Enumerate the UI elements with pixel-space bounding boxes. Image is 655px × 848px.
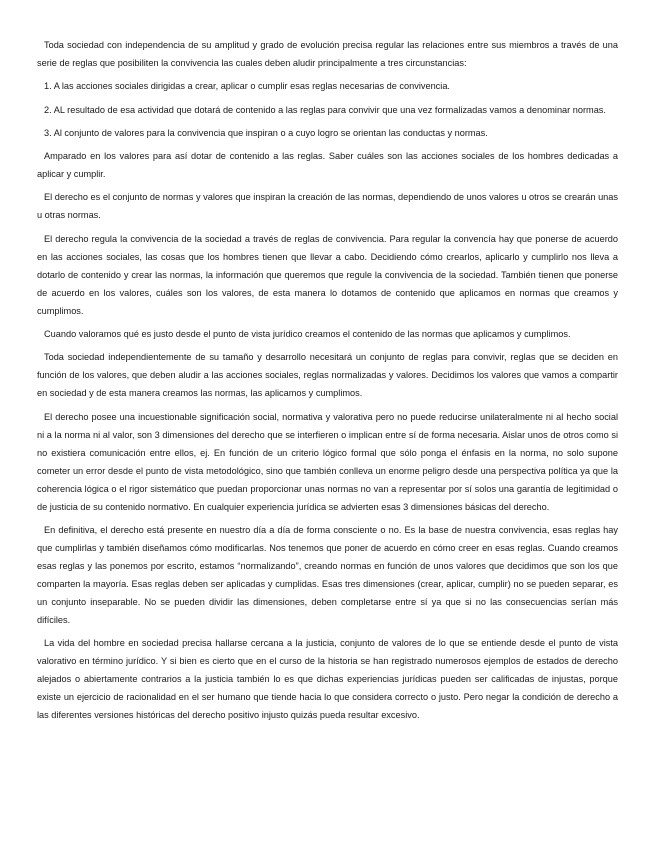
paragraph-toda-sociedad: Toda sociedad independientemente de su tamaño y desarrollo necesitará un conjunto de reglas para convivir, reglas que se deciden en función de los valores, que deben aludir a las acciones sociales, reglas normalizadas y valores. Decidimos los valores que vamos a compartir en sociedad y de esta manera creamos las normas, las aplicamos y cumplimos. (37, 352, 618, 399)
paragraph-vida-del-hombre: La vida del hombre en sociedad precisa hallarse cercana a la justicia, conjunto de valores de lo que se entiende desde el punto de vista valorativo en término jurídico. Y si bien es cierto que en el curso de la historia se han registrado numerosos ejemplos de estados de derecho alejados o abiertamente contrarios a la justicia también lo es que dichas experiencias jurídicas pueden ser calificadas de injustas, porque existe un ejercicio de racionalidad en el ser humano que tiende hacia lo que considera correcto o justo. Pero negar la condición de derecho a las diferentes versiones históricas del derecho positivo injusto quizás pueda resultar excesivo. (37, 638, 618, 721)
paragraph-cuando-valoramos: Cuando valoramos qué es justo desde el punto de vista jurídico creamos el contenido de las normas que aplicamos y cumplimos. (44, 329, 571, 340)
document-page (37, 36, 618, 730)
paragraph-intro: Toda sociedad con independencia de su amplitud y grado de evolución precisa regular las relaciones entre sus miembros a través de una serie de reglas que posibiliten la convivencia las cuales deben aludir principalmente a tres circunstancias: (37, 40, 618, 68)
paragraph-en-definitiva: En definitiva, el derecho está presente en nuestro día a día de forma consciente o no. Es la base de nuestra convivencia, esas reglas hay que cumplirlas y también diseñamos cómo modificarlas. Nos tenemos que poner de acuerdo en cómo creer en esas reglas. Cuando creamos esas reglas y las ponemos por escrito, estamos “normalizando”, creando normas en función de unos valores que decidimos que son los que comparten la mayoría. Esas reglas deben ser aplicadas y cumplidas. Esas tres dimensiones (crear, aplicar, cumplir) no se pueden separar, es un conjunto inseparable. No se pueden dividir las dimensiones, deben completarse entre sí ya que si no las consecuencias serían más difíciles. (37, 524, 618, 625)
paragraph-amparado: Amparado en los valores para así dotar de contenido a las reglas. Saber cuáles son las acciones sociales de los hombres dedicadas a aplicar y cumplir. (37, 151, 618, 180)
paragraph-derecho-regula: El derecho regula la convivencia de la sociedad a través de reglas de convivencia. Para regular la convencía hay que ponerse de acuerdo en las acciones sociales, las cosas que los hombres tienen que llevar a cabo. Decidiendo cómo crearlos, aplicarlo y cumplirlo nos lleva a dotarlo de contenido y crear las normas, la información que queremos que regule la convivencia de la sociedad. También tienen que ponerse de acuerdo en los valores, cuáles son los valores, de esta manera lo dotamos de contenido que aplicamos en normas que creamos y cumplimos. (37, 233, 618, 316)
paragraph-derecho-conjunto: El derecho es el conjunto de normas y valores que inspiran la creación de las normas, dependiendo de unos valores u otros se crearán unas u otras normas. (37, 192, 618, 221)
list-item-2: 2. AL resultado de esa actividad que dotará de contenido a las reglas para convivir que una vez formalizadas vamos a denominar normas. (44, 104, 606, 115)
list-item-1: 1. A las acciones sociales dirigidas a crear, aplicar o cumplir esas reglas necesarias de convivencia. (44, 81, 450, 92)
paragraph-dimensiones: El derecho posee una incuestionable significación social, normativa y valorativa pero no puede reducirse unilateralmente ni al hecho social ni a la norma ni al valor, son 3 dimensiones del derecho que se interfieren o implican entre sí de forma necesaria. Aislar unos de otros como si no existiera comunicación entre ellos, ej. En función de un criterio lógico formal que sólo ponga el énfasis en la norma, no solo supone cometer un error desde el punto de vista metodológico, sino que también conlleva un enorme peligro desde una perspectiva política ya que la coherencia lógica o el rigor sistemático que puedan proporcionar unas normas no van a representar por sí solos una garantía de legitimidad o de justicia de su contenido normativo. En cualquier experiencia jurídica se advierten esas 3 dimensiones básicas del derecho. (37, 411, 618, 512)
list-item-3: 3. Al conjunto de valores para la convivencia que inspiran o a cuyo logro se orientan las conductas y normas. (44, 127, 488, 138)
